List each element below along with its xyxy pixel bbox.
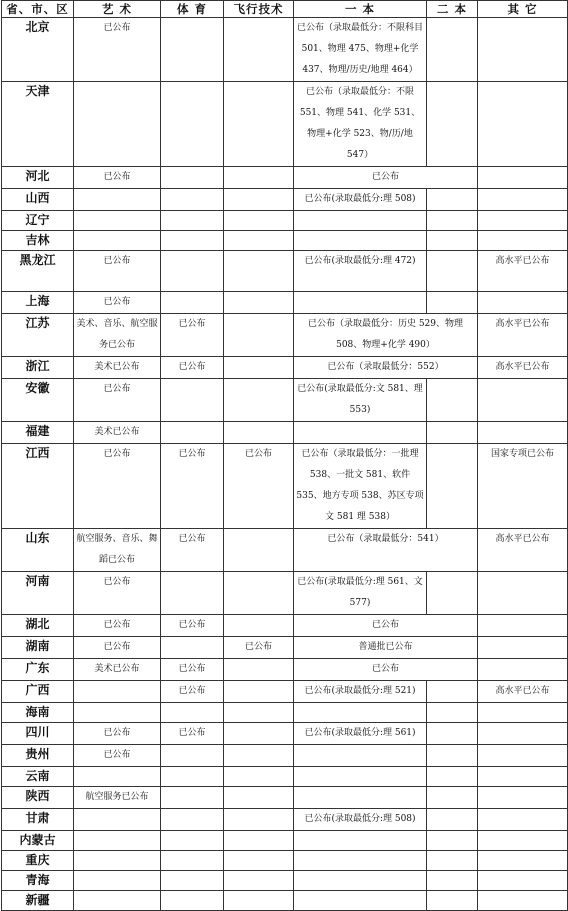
other-cell	[478, 871, 568, 891]
table-row	[2, 809, 568, 831]
flight-cell	[224, 851, 294, 871]
header-other: 其 它	[478, 1, 568, 18]
other-cell	[478, 231, 568, 251]
province-cell: 云南	[2, 767, 74, 787]
flight-cell	[224, 723, 294, 745]
yiben-cell	[294, 211, 427, 231]
province-cell: 贵州	[2, 745, 74, 767]
flight-cell	[224, 745, 294, 767]
art-cell	[74, 809, 161, 831]
flight-cell	[224, 251, 294, 292]
erben-cell	[427, 723, 478, 745]
table-row	[2, 851, 568, 871]
erben-cell	[427, 871, 478, 891]
art-cell: 航空服务、音乐、舞蹈已公布	[74, 529, 161, 572]
province-cell: 福建	[2, 422, 74, 444]
art-cell: 已公布	[74, 723, 161, 745]
other-cell	[478, 572, 568, 615]
art-cell	[74, 851, 161, 871]
flight-cell	[224, 891, 294, 911]
table-row	[2, 82, 568, 167]
art-cell: 已公布	[74, 637, 161, 659]
sport-cell	[161, 831, 224, 851]
erben-cell	[427, 231, 478, 251]
header-row	[2, 1, 568, 18]
table-row	[2, 314, 568, 357]
table-row	[2, 357, 568, 379]
other-cell	[478, 891, 568, 911]
flight-cell	[224, 189, 294, 211]
yiben-cell	[294, 703, 427, 723]
sport-cell	[161, 745, 224, 767]
province-cell: 天津	[2, 82, 74, 167]
province-cell: 湖北	[2, 615, 74, 637]
table-row	[2, 767, 568, 787]
table-row	[2, 211, 568, 231]
yiben-cell: 已公布(录取最低分:理 561)	[294, 723, 427, 745]
other-cell	[478, 211, 568, 231]
flight-cell: 已公布	[224, 444, 294, 529]
yiben-cell	[294, 831, 427, 851]
province-cell: 山西	[2, 189, 74, 211]
art-cell: 已公布	[74, 444, 161, 529]
other-cell	[478, 167, 568, 189]
sport-cell: 已公布	[161, 659, 224, 681]
flight-cell	[224, 422, 294, 444]
art-cell: 已公布	[74, 167, 161, 189]
flight-cell	[224, 615, 294, 637]
sport-cell: 已公布	[161, 723, 224, 745]
sport-cell	[161, 18, 224, 82]
erben-cell	[427, 809, 478, 831]
art-cell	[74, 681, 161, 703]
flight-cell	[224, 314, 294, 357]
header-yiben: 一 本	[294, 1, 427, 18]
yiben-erben-cell: 已公布（录取最低分：历史 529、物理 508、物理+化学 490）	[294, 314, 478, 357]
yiben-erben-cell: 已公布	[294, 615, 478, 637]
erben-cell	[427, 767, 478, 787]
yiben-erben-cell: 已公布（录取最低分：552）	[294, 357, 478, 379]
art-cell: 美术已公布	[74, 659, 161, 681]
sport-cell	[161, 637, 224, 659]
other-cell: 高水平已公布	[478, 314, 568, 357]
art-cell: 美术已公布	[74, 357, 161, 379]
header-art: 艺 术	[74, 1, 161, 18]
table-row	[2, 745, 568, 767]
admission-status-table	[1, 0, 568, 911]
other-cell	[478, 703, 568, 723]
erben-cell	[427, 851, 478, 871]
province-cell: 青海	[2, 871, 74, 891]
sport-cell	[161, 572, 224, 615]
sport-cell	[161, 211, 224, 231]
province-cell: 浙江	[2, 357, 74, 379]
flight-cell	[224, 529, 294, 572]
sport-cell	[161, 251, 224, 292]
art-cell	[74, 82, 161, 167]
other-cell	[478, 809, 568, 831]
other-cell	[478, 767, 568, 787]
province-cell: 海南	[2, 703, 74, 723]
other-cell	[478, 851, 568, 871]
yiben-cell	[294, 745, 427, 767]
erben-cell	[427, 572, 478, 615]
sport-cell	[161, 422, 224, 444]
province-cell: 黑龙江	[2, 251, 74, 292]
sport-cell: 已公布	[161, 681, 224, 703]
province-cell: 新疆	[2, 891, 74, 911]
flight-cell	[224, 572, 294, 615]
header-erben: 二 本	[427, 1, 478, 18]
sport-cell	[161, 189, 224, 211]
header-province: 省、市、区	[2, 1, 74, 18]
yiben-cell: 已公布（录取最低分：不限 551、物理 541、化学 531、物理+化学 523、物/历/地 547）	[294, 82, 427, 167]
table-row	[2, 659, 568, 681]
erben-cell	[427, 444, 478, 529]
erben-cell	[427, 82, 478, 167]
art-cell	[74, 189, 161, 211]
province-cell: 河南	[2, 572, 74, 615]
sport-cell: 已公布	[161, 615, 224, 637]
table-row	[2, 18, 568, 82]
flight-cell	[224, 82, 294, 167]
art-cell	[74, 767, 161, 787]
province-cell: 广东	[2, 659, 74, 681]
flight-cell	[224, 357, 294, 379]
yiben-cell	[294, 767, 427, 787]
art-cell: 已公布	[74, 379, 161, 422]
flight-cell	[224, 231, 294, 251]
yiben-cell: 已公布(录取最低分:理 472)	[294, 251, 427, 292]
flight-cell	[224, 831, 294, 851]
province-cell: 河北	[2, 167, 74, 189]
flight-cell	[224, 809, 294, 831]
erben-cell	[427, 787, 478, 809]
erben-cell	[427, 251, 478, 292]
other-cell	[478, 292, 568, 314]
art-cell: 已公布	[74, 292, 161, 314]
province-cell: 甘肃	[2, 809, 74, 831]
other-cell	[478, 659, 568, 681]
table-row	[2, 681, 568, 703]
sport-cell: 已公布	[161, 314, 224, 357]
erben-cell	[427, 745, 478, 767]
yiben-cell	[294, 787, 427, 809]
flight-cell	[224, 379, 294, 422]
table-row	[2, 292, 568, 314]
art-cell: 航空服务已公布	[74, 787, 161, 809]
province-cell: 湖南	[2, 637, 74, 659]
header-sport: 体 育	[161, 1, 224, 18]
yiben-erben-cell: 已公布	[294, 167, 478, 189]
province-cell: 辽宁	[2, 211, 74, 231]
yiben-cell	[294, 851, 427, 871]
flight-cell	[224, 703, 294, 723]
header-flight: 飞行技术	[224, 1, 294, 18]
yiben-cell: 已公布(录取最低分:理 508)	[294, 189, 427, 211]
sport-cell	[161, 379, 224, 422]
yiben-cell: 已公布(录取最低分:文 581、理 553)	[294, 379, 427, 422]
table-row	[2, 615, 568, 637]
art-cell: 已公布	[74, 572, 161, 615]
yiben-erben-cell: 普通批已公布	[294, 637, 478, 659]
sport-cell: 已公布	[161, 529, 224, 572]
other-cell: 国家专项已公布	[478, 444, 568, 529]
table-row	[2, 444, 568, 529]
erben-cell	[427, 18, 478, 82]
yiben-cell: 已公布（录取最低分：不限科目 501、物理 475、物理+化学 437、物理/历史/地理 464）	[294, 18, 427, 82]
sport-cell	[161, 167, 224, 189]
sport-cell	[161, 703, 224, 723]
erben-cell	[427, 831, 478, 851]
table-row	[2, 422, 568, 444]
art-cell: 已公布	[74, 615, 161, 637]
yiben-cell: 已公布(录取最低分:理 508)	[294, 809, 427, 831]
table-row	[2, 787, 568, 809]
other-cell	[478, 379, 568, 422]
other-cell	[478, 831, 568, 851]
other-cell	[478, 189, 568, 211]
erben-cell	[427, 422, 478, 444]
other-cell	[478, 787, 568, 809]
flight-cell	[224, 167, 294, 189]
erben-cell	[427, 189, 478, 211]
erben-cell	[427, 891, 478, 911]
yiben-cell	[294, 292, 427, 314]
sport-cell	[161, 82, 224, 167]
other-cell: 高水平已公布	[478, 681, 568, 703]
art-cell: 已公布	[74, 251, 161, 292]
other-cell	[478, 82, 568, 167]
flight-cell	[224, 292, 294, 314]
flight-cell	[224, 18, 294, 82]
other-cell	[478, 615, 568, 637]
sport-cell	[161, 851, 224, 871]
art-cell	[74, 211, 161, 231]
table-row	[2, 379, 568, 422]
yiben-cell	[294, 871, 427, 891]
province-cell: 上海	[2, 292, 74, 314]
province-cell: 内蒙古	[2, 831, 74, 851]
table-row	[2, 189, 568, 211]
other-cell	[478, 723, 568, 745]
sport-cell	[161, 292, 224, 314]
table-row	[2, 703, 568, 723]
flight-cell	[224, 871, 294, 891]
table-row	[2, 891, 568, 911]
erben-cell	[427, 379, 478, 422]
erben-cell	[427, 211, 478, 231]
sport-cell: 已公布	[161, 444, 224, 529]
art-cell: 已公布	[74, 18, 161, 82]
province-cell: 安徽	[2, 379, 74, 422]
erben-cell	[427, 703, 478, 723]
sport-cell: 已公布	[161, 357, 224, 379]
art-cell	[74, 703, 161, 723]
table-row	[2, 572, 568, 615]
table-body	[2, 18, 568, 911]
province-cell: 山东	[2, 529, 74, 572]
yiben-cell	[294, 231, 427, 251]
sport-cell	[161, 871, 224, 891]
province-cell: 重庆	[2, 851, 74, 871]
art-cell	[74, 831, 161, 851]
table-row	[2, 723, 568, 745]
flight-cell	[224, 767, 294, 787]
province-cell: 江苏	[2, 314, 74, 357]
table-row	[2, 529, 568, 572]
erben-cell	[427, 292, 478, 314]
table-row	[2, 251, 568, 292]
other-cell	[478, 18, 568, 82]
table-row	[2, 231, 568, 251]
table-row	[2, 871, 568, 891]
flight-cell	[224, 681, 294, 703]
sport-cell	[161, 787, 224, 809]
sport-cell	[161, 891, 224, 911]
other-cell	[478, 745, 568, 767]
sport-cell	[161, 231, 224, 251]
flight-cell: 已公布	[224, 637, 294, 659]
sport-cell	[161, 809, 224, 831]
province-cell: 广西	[2, 681, 74, 703]
art-cell: 美术已公布	[74, 422, 161, 444]
art-cell	[74, 891, 161, 911]
yiben-cell: 已公布(录取最低分:理 561、文 577)	[294, 572, 427, 615]
yiben-cell	[294, 422, 427, 444]
art-cell: 已公布	[74, 745, 161, 767]
province-cell: 陕西	[2, 787, 74, 809]
yiben-cell: 已公布（录取最低分：一批理 538、一批文 581、软件 535、地方专项 538、苏区专项文 581 理 538）	[294, 444, 427, 529]
table-row	[2, 831, 568, 851]
other-cell: 高水平已公布	[478, 251, 568, 292]
table-row	[2, 637, 568, 659]
province-cell: 四川	[2, 723, 74, 745]
other-cell	[478, 637, 568, 659]
art-cell	[74, 871, 161, 891]
yiben-cell	[294, 891, 427, 911]
art-cell	[74, 231, 161, 251]
other-cell: 高水平已公布	[478, 529, 568, 572]
yiben-cell: 已公布(录取最低分:理 521)	[294, 681, 427, 703]
other-cell	[478, 422, 568, 444]
flight-cell	[224, 211, 294, 231]
province-cell: 北京	[2, 18, 74, 82]
other-cell: 高水平已公布	[478, 357, 568, 379]
province-cell: 江西	[2, 444, 74, 529]
table-row	[2, 167, 568, 189]
flight-cell	[224, 659, 294, 681]
erben-cell	[427, 681, 478, 703]
flight-cell	[224, 787, 294, 809]
province-cell: 吉林	[2, 231, 74, 251]
art-cell: 美术、音乐、航空服务已公布	[74, 314, 161, 357]
sport-cell	[161, 767, 224, 787]
yiben-erben-cell: 已公布	[294, 659, 478, 681]
yiben-erben-cell: 已公布（录取最低分：541）	[294, 529, 478, 572]
